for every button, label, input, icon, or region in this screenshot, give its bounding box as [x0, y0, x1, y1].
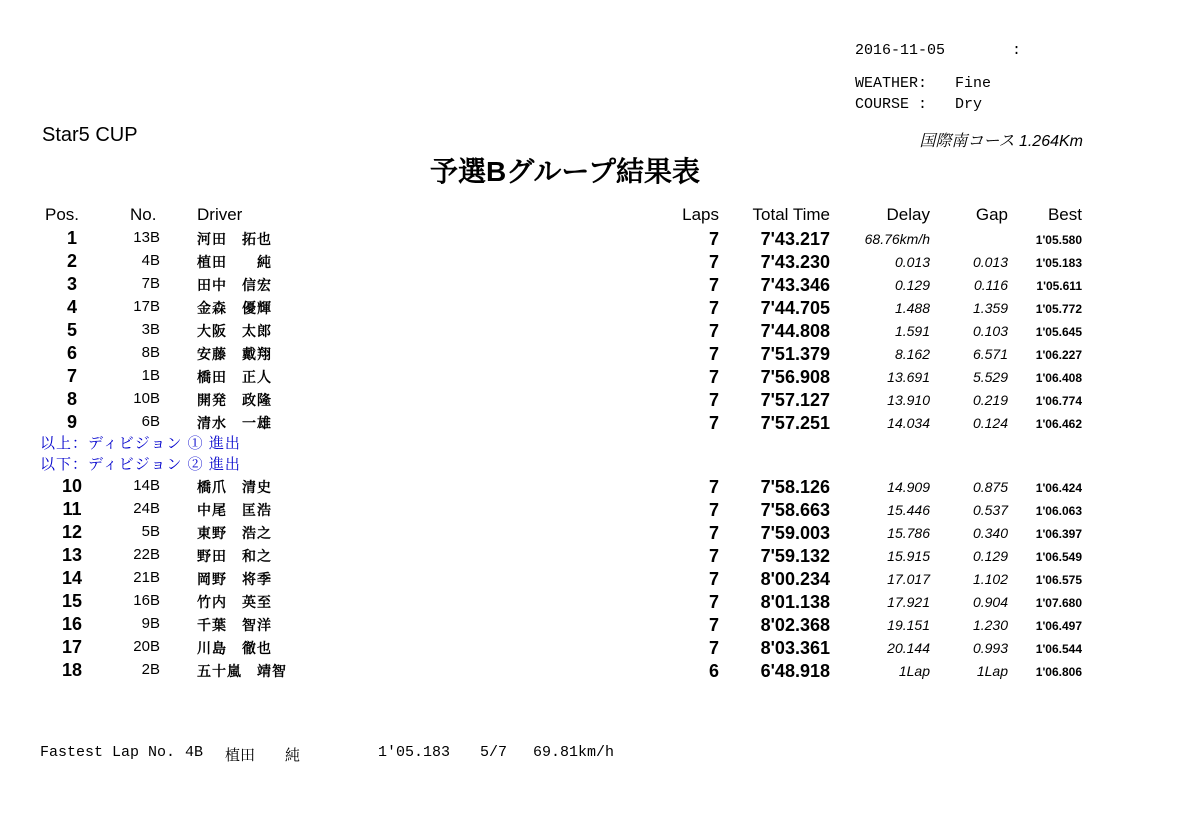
cell-laps: 7: [708, 252, 719, 272]
cell-pos: 12: [61, 522, 83, 542]
cell-pos: 2: [66, 251, 77, 271]
cell-pos: 17: [61, 637, 83, 657]
cell-delay: 1Lap: [898, 663, 930, 679]
cell-driver: 中尾 匡浩: [197, 502, 272, 518]
header-total-time: Total Time: [752, 205, 830, 224]
cell-delay: 68.76km/h: [864, 231, 930, 247]
cell-no: 14B: [133, 477, 160, 494]
table-row: [0, 228, 1190, 251]
cell-pos: 18: [61, 660, 83, 680]
time-separator: :: [1012, 42, 1022, 59]
cell-delay: 17.017: [887, 571, 930, 587]
cell-delay: 0.129: [894, 277, 930, 293]
date-value: 2016-11-05: [855, 42, 946, 59]
cell-pos: 9: [66, 412, 77, 432]
cell-best: 1'06.424: [1035, 481, 1082, 495]
cell-laps: 7: [708, 592, 719, 612]
cell-total-time: 8'03.361: [760, 638, 830, 658]
cell-gap: 0.219: [972, 392, 1008, 408]
cell-delay: 15.915: [887, 548, 930, 564]
header-driver: Driver: [197, 205, 243, 224]
cell-delay: 15.446: [887, 502, 930, 518]
cell-best: 1'06.408: [1035, 371, 1082, 385]
cell-pos: 10: [61, 476, 83, 496]
cell-total-time: 7'57.127: [760, 390, 830, 410]
cell-gap: 0.129: [972, 548, 1008, 564]
cell-no: 24B: [133, 500, 160, 517]
table-row: [0, 251, 1190, 274]
cell-laps: 7: [708, 344, 719, 364]
cell-delay: 20.144: [887, 640, 930, 656]
cell-driver: 開発 政隆: [197, 392, 272, 408]
cell-total-time: 7'57.251: [760, 413, 830, 433]
table-row: [0, 389, 1190, 412]
cell-delay: 0.013: [894, 254, 930, 270]
cell-total-time: 7'56.908: [760, 367, 830, 387]
event-name: Star5 CUP: [42, 124, 138, 146]
cell-pos: 11: [62, 499, 82, 519]
header-delay: Delay: [886, 205, 930, 224]
course-value: Dry: [955, 96, 983, 113]
cell-no: 1B: [141, 367, 160, 384]
cell-total-time: 8'01.138: [760, 592, 830, 612]
cell-gap: 1.102: [972, 571, 1008, 587]
cell-no: 13B: [133, 229, 160, 246]
cell-laps: 7: [708, 321, 719, 341]
cell-laps: 7: [708, 638, 719, 658]
cell-best: 1'06.397: [1035, 527, 1082, 541]
division-2-note: 以下：ディビジョン ② 進出: [40, 456, 241, 473]
cell-pos: 4: [66, 297, 77, 317]
header-laps: Laps: [682, 205, 719, 224]
cell-total-time: 8'02.368: [760, 615, 830, 635]
cell-gap: 0.013: [972, 254, 1008, 270]
table-row: [0, 343, 1190, 366]
cell-best: 1'05.183: [1035, 256, 1082, 270]
cell-total-time: 7'43.217: [760, 229, 830, 249]
table-row: [0, 320, 1190, 343]
cell-pos: 3: [66, 274, 77, 294]
cell-best: 1'07.680: [1035, 596, 1082, 610]
fastest-lap-speed: 69.81km/h: [533, 744, 615, 761]
cell-laps: 7: [708, 546, 719, 566]
cell-total-time: 7'51.379: [760, 344, 830, 364]
cell-driver: 野田 和之: [197, 548, 272, 564]
cell-delay: 13.910: [887, 392, 930, 408]
table-row: [0, 499, 1190, 522]
cell-no: 10B: [133, 390, 160, 407]
cell-gap: 1Lap: [976, 663, 1008, 679]
weather-value: Fine: [955, 75, 992, 92]
cell-delay: 14.909: [887, 479, 930, 495]
cell-laps: 7: [708, 615, 719, 635]
cell-no: 3B: [141, 321, 160, 338]
cell-laps: 7: [708, 367, 719, 387]
cell-driver: 東野 浩之: [197, 525, 272, 541]
fastest-lap-time: 1'05.183: [378, 744, 451, 761]
cell-driver: 田中 信宏: [197, 277, 272, 293]
weather-label: WEATHER:: [855, 75, 928, 92]
cell-pos: 13: [61, 545, 83, 565]
cell-total-time: 7'59.003: [760, 523, 830, 543]
cell-total-time: 7'44.705: [760, 298, 830, 318]
cell-pos: 14: [61, 568, 83, 588]
cell-driver: 金森 優輝: [197, 300, 272, 316]
table-row: [0, 614, 1190, 637]
table-row: [0, 568, 1190, 591]
cell-best: 1'05.645: [1035, 325, 1082, 339]
cell-gap: 0.103: [972, 323, 1008, 339]
cell-best: 1'06.063: [1035, 504, 1082, 518]
cell-driver: 川島 徹也: [197, 640, 272, 656]
fastest-lap-footer: [40, 744, 615, 765]
fastest-lap-no: 4B: [185, 744, 204, 761]
cell-driver: 千葉 智洋: [197, 617, 272, 633]
cell-best: 1'06.544: [1035, 642, 1082, 656]
cell-driver: 安藤 戴翔: [197, 346, 272, 362]
cell-delay: 13.691: [887, 369, 930, 385]
cell-total-time: 7'58.126: [760, 477, 830, 497]
fastest-lap-lap: 5/7: [480, 744, 508, 761]
cell-delay: 15.786: [887, 525, 930, 541]
cell-driver: 清水 一雄: [197, 415, 272, 431]
cell-laps: 7: [708, 413, 719, 433]
cell-no: 21B: [133, 569, 160, 586]
cell-best: 1'05.772: [1035, 302, 1082, 316]
cell-delay: 1.488: [894, 300, 930, 316]
cell-laps: 6: [708, 661, 719, 681]
cell-laps: 7: [708, 500, 719, 520]
cell-gap: 0.993: [972, 640, 1008, 656]
weather-row: [855, 75, 992, 92]
cell-gap: 5.529: [972, 369, 1008, 385]
cell-laps: 7: [708, 275, 719, 295]
table-row: [0, 274, 1190, 297]
page-title: 予選Bグループ結果表: [430, 156, 700, 187]
cell-delay: 17.921: [887, 594, 930, 610]
cell-best: 1'06.497: [1035, 619, 1082, 633]
cell-best: 1'05.580: [1035, 233, 1082, 247]
cell-pos: 16: [61, 614, 83, 634]
cell-total-time: 7'43.346: [760, 275, 830, 295]
cell-no: 6B: [141, 413, 160, 430]
cell-delay: 1.591: [894, 323, 930, 339]
cell-driver: 五十嵐 靖智: [197, 663, 287, 679]
cell-laps: 7: [708, 390, 719, 410]
cell-no: 17B: [133, 298, 160, 315]
fastest-lap-driver: 植田 純: [225, 748, 301, 765]
cell-driver: 植田 純: [197, 254, 272, 270]
cell-driver: 岡野 将季: [197, 571, 272, 587]
cell-laps: 7: [708, 523, 719, 543]
cell-no: 9B: [141, 615, 160, 632]
cell-gap: 0.124: [972, 415, 1008, 431]
cell-pos: 5: [66, 320, 77, 340]
cell-no: 16B: [133, 592, 160, 609]
cell-driver: 河田 拓也: [197, 231, 272, 247]
header-no: No.: [130, 205, 157, 224]
course-name: 国際南コース 1.264Km: [919, 133, 1083, 150]
cell-delay: 14.034: [887, 415, 930, 431]
division-1-note: 以上：ディビジョン ① 進出: [40, 435, 241, 452]
cell-total-time: 7'59.132: [760, 546, 830, 566]
table-row: [0, 366, 1190, 389]
cell-pos: 1: [66, 228, 77, 248]
cell-best: 1'06.227: [1035, 348, 1082, 362]
cell-gap: 0.340: [972, 525, 1008, 541]
cell-no: 4B: [141, 252, 160, 269]
header-best: Best: [1047, 205, 1082, 224]
cell-best: 1'06.575: [1035, 573, 1082, 587]
table-row: [0, 591, 1190, 614]
cell-driver: 橋田 正人: [197, 369, 272, 385]
header-gap: Gap: [975, 205, 1008, 224]
cell-pos: 8: [66, 389, 77, 409]
cell-total-time: 7'43.230: [760, 252, 830, 272]
cell-driver: 大阪 太郎: [197, 323, 272, 339]
cell-laps: 7: [708, 569, 719, 589]
cell-pos: 15: [61, 591, 83, 611]
course-label: COURSE :: [855, 96, 928, 113]
cell-best: 1'06.549: [1035, 550, 1082, 564]
cell-total-time: 7'58.663: [760, 500, 830, 520]
cell-no: 5B: [141, 523, 160, 540]
cell-best: 1'06.806: [1035, 665, 1082, 679]
cell-gap: 0.537: [972, 502, 1008, 518]
cell-laps: 7: [708, 298, 719, 318]
cell-driver: 橋爪 清史: [197, 479, 272, 495]
cell-gap: 1.230: [972, 617, 1008, 633]
cell-no: 7B: [141, 275, 160, 292]
course-row: [855, 96, 983, 113]
cell-total-time: 7'44.808: [760, 321, 830, 341]
race-date: [855, 42, 1022, 59]
cell-gap: 0.875: [972, 479, 1008, 495]
cell-total-time: 6'48.918: [760, 661, 830, 681]
cell-no: 2B: [141, 661, 160, 678]
cell-no: 8B: [141, 344, 160, 361]
cell-gap: 0.904: [972, 594, 1008, 610]
table-row: [0, 297, 1190, 320]
table-row: [0, 522, 1190, 545]
table-row: [0, 545, 1190, 568]
cell-gap: 0.116: [974, 277, 1008, 293]
cell-best: 1'06.462: [1035, 417, 1082, 431]
cell-pos: 7: [66, 366, 77, 386]
table-row: [0, 660, 1190, 683]
cell-no: 20B: [133, 638, 160, 655]
header-pos: Pos.: [45, 205, 80, 224]
cell-laps: 7: [708, 229, 719, 249]
cell-delay: 8.162: [894, 346, 930, 362]
cell-driver: 竹内 英至: [197, 594, 272, 610]
cell-delay: 19.151: [887, 617, 930, 633]
cell-best: 1'05.611: [1036, 279, 1082, 293]
cell-pos: 6: [66, 343, 77, 363]
table-row: [0, 476, 1190, 499]
cell-laps: 7: [708, 477, 719, 497]
cell-total-time: 8'00.234: [760, 569, 830, 589]
cell-no: 22B: [133, 546, 160, 563]
cell-gap: 1.359: [972, 300, 1008, 316]
cell-gap: 6.571: [972, 346, 1008, 362]
fastest-lap-label: Fastest Lap No.: [40, 744, 176, 761]
table-row: [0, 637, 1190, 660]
cell-best: 1'06.774: [1035, 394, 1082, 408]
